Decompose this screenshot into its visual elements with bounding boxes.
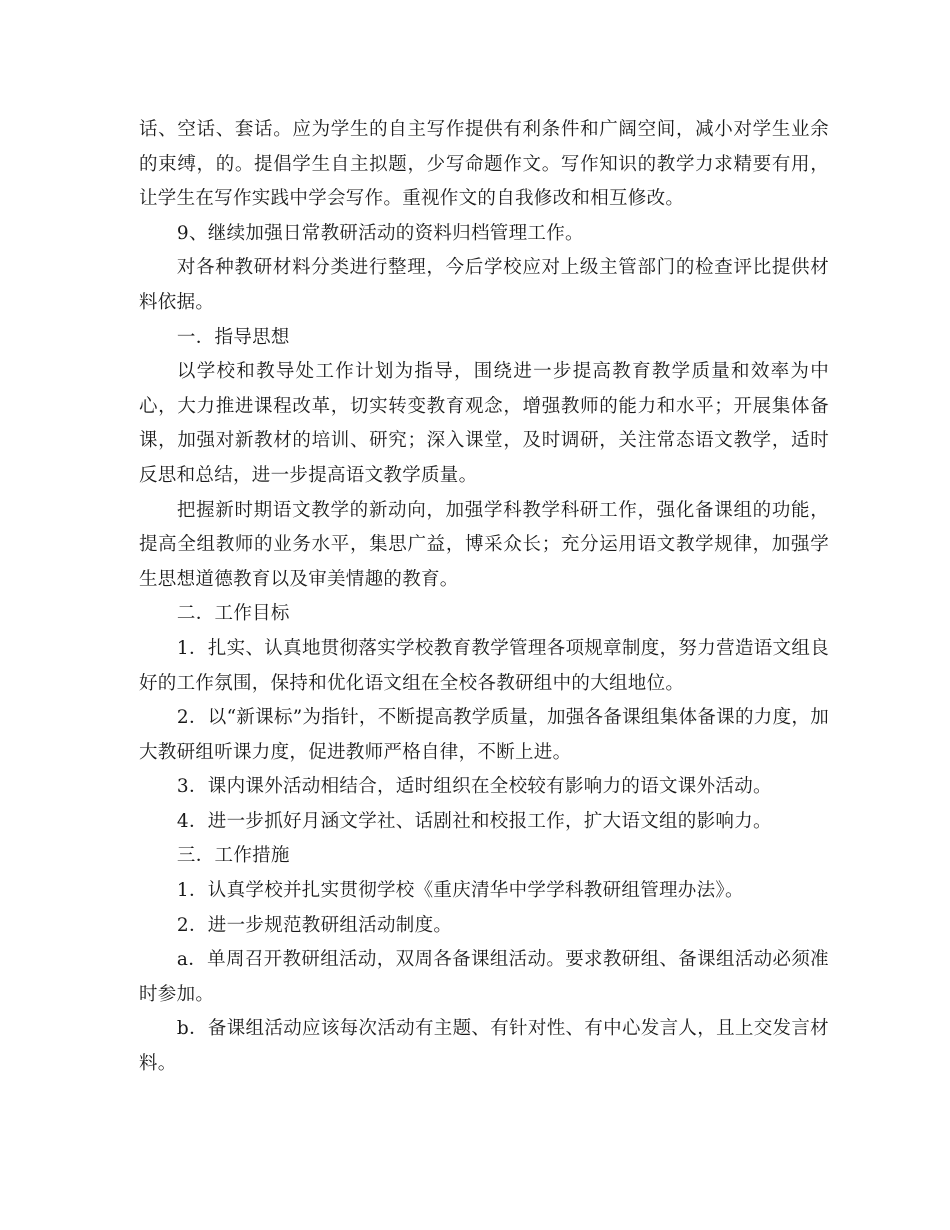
list-item: a．单周召开教研组活动，双周各备课组活动。要求教研组、备课组活动必须准时参加。 <box>139 949 829 1005</box>
paragraph-continuation: 话、空话、套话。应为学生的自主写作提供有利条件和广阔空间，减小对学生业余的束缚，的。提倡学生自主拟题，少写命题作文。写作知识的教学力求精要有用，让学生在写作实践中学会写作。重视作文的自我修改和相互修改。 <box>139 119 829 210</box>
section-heading-work-measures: 三．工作措施 <box>176 845 290 867</box>
list-item: 1．认真学校并扎实贯彻学校《重庆清华中学学科教研组管理办法》。 <box>176 880 744 902</box>
list-item: 4．进一步抓好月涵文学社、话剧社和校报工作，扩大语文组的影响力。 <box>176 810 772 832</box>
paragraph: 对各种教研材料分类进行整理，今后学校应对上级主管部门的检查评比提供材料依据。 <box>139 257 829 313</box>
paragraph: 把握新时期语文教学的新动向，加强学科教学科研工作，强化备课组的功能，提高全组教师的业务水平，集思广益，博采众长；充分运用语文教学规律，加强学生思想道德教育以及审美情趣的教育。 <box>139 499 829 590</box>
document-body <box>139 113 829 1082</box>
list-item: b．备课组活动应该每次活动有主题、有针对性、有中心发言人，且上交发言材料。 <box>139 1018 829 1075</box>
section-heading-guiding-ideology: 一．指导思想 <box>176 326 290 348</box>
list-item: 3．课内课外活动相结合，适时组织在全校较有影响力的语文课外活动。 <box>176 776 772 798</box>
list-item: 1．扎实、认真地贯彻落实学校教育教学管理各项规章制度，努力营造语文组良好的工作氛围，保持和优化语文组在全校各教研组中的大组地位。 <box>139 637 829 694</box>
paragraph-item-9: 9、继续加强日常教研活动的资料归档管理工作。 <box>176 222 584 244</box>
section-heading-work-goals: 二．工作目标 <box>176 603 290 625</box>
list-item: 2．以“新课标”为指针，不断提高教学质量，加强各备课组集体备课的力度，加大教研组听课力度，促进教师严格自律，不断上进。 <box>139 707 829 763</box>
list-item: 2．进一步规范教研组活动制度。 <box>176 914 453 936</box>
paragraph: 以学校和教导处工作计划为指导，围绕进一步提高教育教学质量和效率为中心，大力推进课程改革，切实转变教育观念，增强教师的能力和水平；开展集体备课，加强对新教材的培训、研究；深入课堂，及时调研，关注常态语文教学，适时反思和总结，进一步提高语文教学质量。 <box>139 361 829 486</box>
